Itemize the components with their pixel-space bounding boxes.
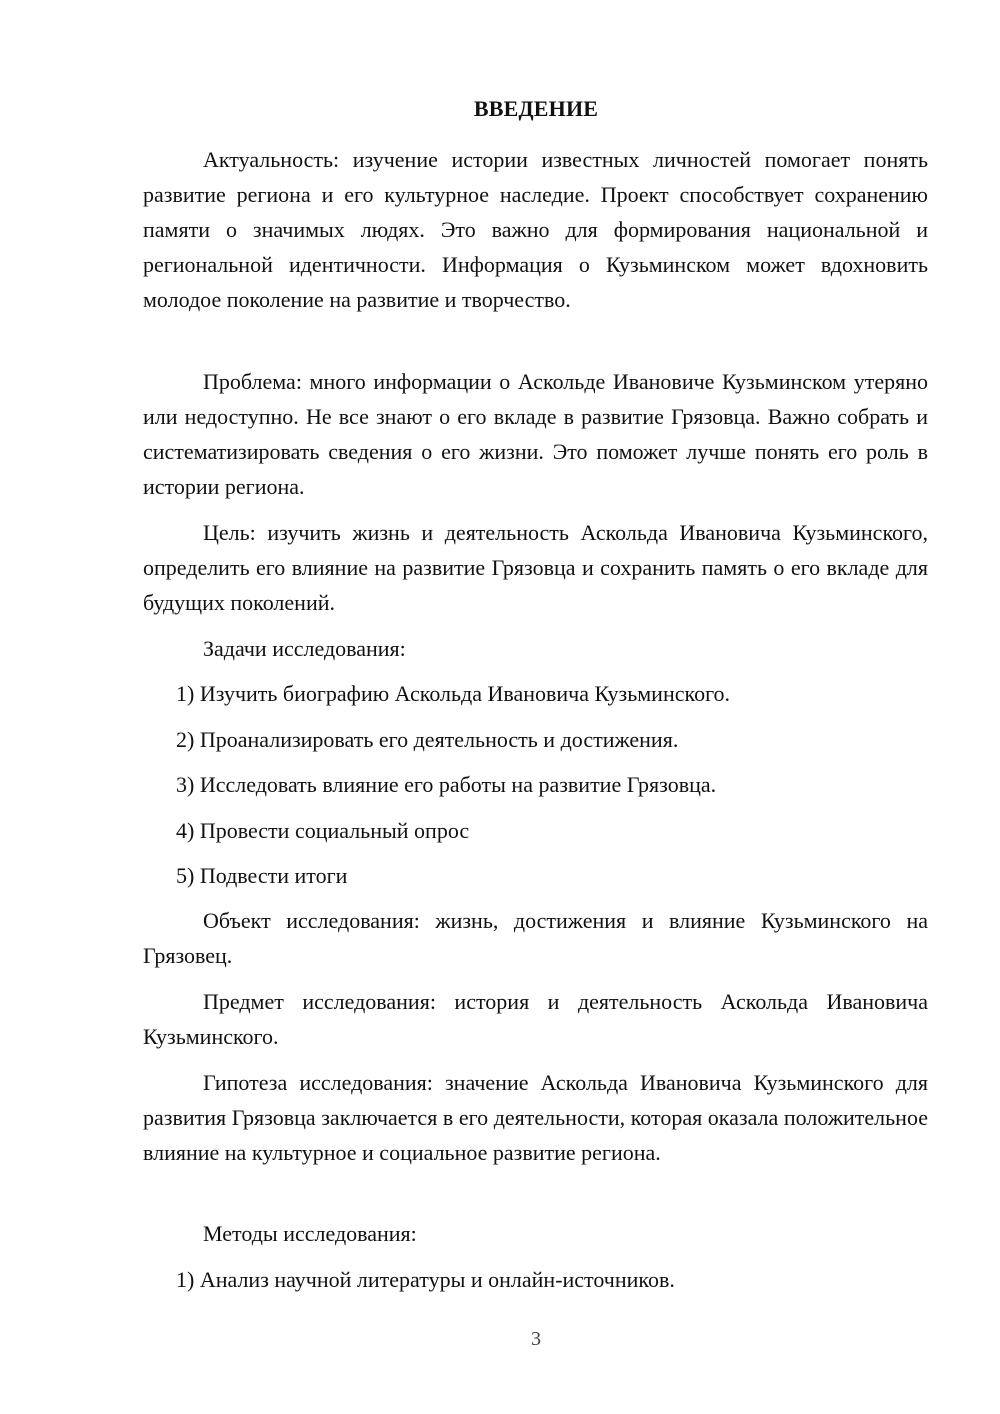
paragraph-relevance: Актуальность: изучение истории известных личностей помогает понять развитие региона и его культурное наследие. Проект способствует сохранению памяти о значимых людях. Это важно для формирования национальной и региональной идентичности. Информация о Кузьминском может вдохновить молодое поколение на развитие и творчество.	[143, 147, 928, 312]
tasks-heading: Задачи исследования:	[203, 636, 406, 661]
list-item: 4) Провести социальный опрос	[176, 818, 470, 843]
list-item: 5) Подвести итоги	[176, 863, 348, 888]
page-number: 3	[531, 1328, 541, 1350]
paragraph-hypothesis: Гипотеза исследования: значение Аскольда Ивановича Кузьминского для развития Грязовца заключается в его деятельности, которая оказала положительное влияние на культурное и социальное развитие региона.	[143, 1070, 928, 1165]
page-title: ВВЕДЕНИЕ	[473, 96, 599, 121]
paragraph-subject: Предмет исследования: история и деятельность Аскольда Ивановича Кузьминского.	[143, 989, 928, 1049]
list-item: 1) Анализ научной литературы и онлайн-источников.	[176, 1267, 675, 1292]
paragraph-object: Объект исследования: жизнь, достижения и влияние Кузьминского на Грязовец.	[143, 908, 928, 968]
paragraph-problem: Проблема: много информации о Аскольде Ивановиче Кузьминском утеряно или недоступно. Не все знают о его вкладе в развитие Грязовца. Важно собрать и систематизировать сведения о его жизни. Это поможет лучше понять его роль в истории региона.	[143, 369, 928, 499]
methods-heading: Методы исследования:	[203, 1221, 417, 1246]
list-item: 1) Изучить биографию Аскольда Ивановича Кузьминского.	[176, 681, 731, 706]
paragraph-goal: Цель: изучить жизнь и деятельность Аскольда Ивановича Кузьминского, определить его влияние на развитие Грязовца и сохранить память о его вкладе для будущих поколений.	[143, 520, 928, 615]
list-item: 3) Исследовать влияние его работы на развитие Грязовца.	[176, 772, 717, 797]
list-item: 2) Проанализировать его деятельность и достижения.	[176, 727, 679, 752]
